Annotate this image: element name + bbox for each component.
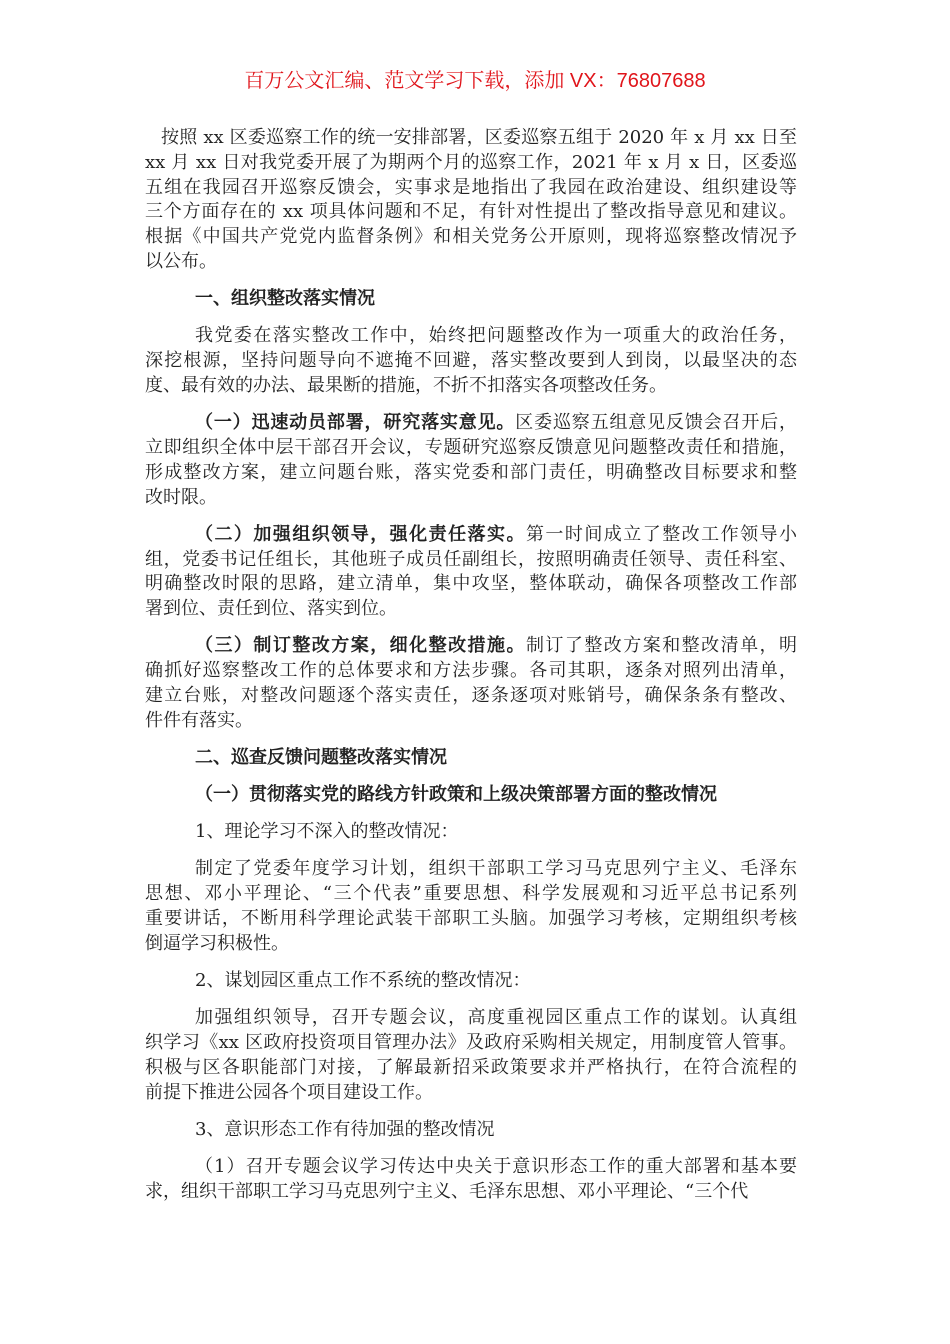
line-text: 第一时间成立了整改工作领导小 — [525, 523, 797, 545]
line-text: 2、谋划园区重点工作不系统的整改情况： — [195, 970, 531, 992]
line-text: 署到位、责任到位、落实到位。 — [145, 598, 397, 620]
line-text: 求，组织干部职工学习马克思列宁主义、毛泽东思想、邓小平理论、“三个代 — [145, 1180, 749, 1202]
line-text: 度、最有效的办法、最果断的措施，不折不扣落实各项整改任务。 — [145, 374, 667, 396]
line-text: 二、巡查反馈问题整改落实情况 — [195, 746, 447, 768]
text-line — [145, 200, 797, 225]
text-line — [145, 907, 797, 932]
text-line — [145, 746, 797, 771]
line-text: 确抓好巡察整改工作的总体要求和方法步骤。各司其职，逐条对照列出清单， — [145, 660, 797, 682]
text-line — [145, 548, 797, 573]
text-line — [145, 857, 797, 882]
line-text: 根据《中国共产党党内监督条例》和相关党务公开原则，现将巡察整改情况予 — [145, 226, 797, 248]
paragraph — [145, 411, 797, 510]
line-text: 以公布。 — [145, 250, 217, 272]
line-text: 思想、邓小平理论、“三个代表”重要思想、科学发展观和习近平总书记系列 — [145, 883, 797, 905]
text-line — [145, 1006, 797, 1031]
line-text: xx 月 xx 日对我党委开展了为期两个月的巡察工作，2021 年 x 月 x 日，区委巡 — [145, 151, 797, 173]
line-text: 明确整改时限的思路，建立清单，集中攻坚，整体联动，确保各项整改工作部 — [145, 573, 797, 595]
text-line — [145, 151, 797, 176]
line-text: 一、组织整改落实情况 — [195, 288, 375, 310]
line-text: 制订了整改方案和整改清单，明 — [525, 635, 797, 657]
text-line — [145, 882, 797, 907]
line-text: （1）召开专题会议学习传达中央关于意识形态工作的重大部署和基本要 — [195, 1155, 797, 1177]
line-text: 深挖根源，坚持问题导向不遮掩不回避，落实整改要到人到岗，以最坚决的态 — [145, 350, 797, 372]
paragraph-lead: （二）加强组织领导，强化责任落实。 — [195, 523, 526, 545]
text-line — [145, 783, 797, 808]
text-line — [145, 684, 797, 709]
text-line — [145, 1180, 797, 1205]
paragraph — [145, 1118, 797, 1143]
line-text: 形成整改方案，建立问题台账，落实党委和部门责任，明确整改目标要求和整 — [145, 461, 797, 483]
text-line — [145, 597, 797, 622]
text-line — [145, 324, 797, 349]
paragraph — [145, 523, 797, 622]
text-line — [145, 176, 797, 201]
document-body — [145, 126, 797, 1217]
line-text: 我党委在落实整改工作中，始终把问题整改作为一项重大的政治任务， — [195, 325, 797, 347]
text-line — [145, 349, 797, 374]
paragraph — [145, 1006, 797, 1105]
text-line — [145, 436, 797, 461]
paragraph — [145, 1155, 797, 1205]
paragraph-lead: （三）制订整改方案，细化整改措施。 — [195, 635, 526, 657]
line-text: 建立台账，对整改问题逐个落实责任，逐条逐项对账销号，确保条条有整改、 — [145, 684, 797, 706]
text-line — [145, 1118, 797, 1143]
text-line — [145, 523, 797, 548]
paragraph — [145, 969, 797, 994]
section-heading — [145, 287, 797, 312]
line-text: 制定了党委年度学习计划，组织干部职工学习马克思列宁主义、毛泽东 — [195, 858, 797, 880]
paragraph-lead: （一）迅速动员部署，研究落实意见。 — [195, 412, 516, 434]
text-line — [145, 250, 797, 275]
line-text: 重要讲话，不断用科学理论武装干部职工头脑。加强学习考核，定期组织考核 — [145, 908, 797, 930]
paragraph — [145, 857, 797, 956]
section-heading — [145, 783, 797, 808]
text-line — [145, 1056, 797, 1081]
text-line — [145, 1031, 797, 1056]
line-text: 积极与区各职能部门对接，了解最新招采政策要求并严格执行，在符合流程的 — [145, 1056, 797, 1078]
line-text: 加强组织领导，召开专题会议，高度重视园区重点工作的谋划。认真组 — [195, 1007, 797, 1029]
line-text: 立即组织全体中层干部召开会议，专题研究巡察反馈意见问题整改责任和措施， — [145, 436, 797, 458]
line-text: 1、理论学习不深入的整改情况： — [195, 821, 459, 843]
line-text: （一）贯彻落实党的路线方针政策和上级决策部署方面的整改情况 — [195, 784, 717, 806]
text-line — [145, 411, 797, 436]
line-text: 区委巡察五组意见反馈会召开后， — [515, 412, 797, 434]
line-text: 组，党委书记任组长，其他班子成员任副组长，按照明确责任领导、责任科室、 — [145, 548, 797, 570]
line-text: 五组在我园召开巡察反馈会，实事求是地指出了我园在政治建设、组织建设等 — [145, 176, 797, 198]
text-line — [145, 659, 797, 684]
text-line — [145, 287, 797, 312]
text-line — [145, 572, 797, 597]
line-text: 倒逼学习积极性。 — [145, 932, 289, 954]
text-line — [145, 225, 797, 250]
section-heading — [145, 746, 797, 771]
line-text: 3、意识形态工作有待加强的整改情况 — [195, 1118, 495, 1140]
paragraph — [145, 820, 797, 845]
text-line — [145, 634, 797, 659]
line-text: 三个方面存在的 xx 项具体问题和不足，有针对性提出了整改指导意见和建议。 — [145, 201, 797, 223]
text-line — [145, 126, 797, 151]
line-text: 按照 xx 区委巡察工作的统一安排部署，区委巡察五组于 2020 年 x 月 xx 日至 — [161, 127, 797, 148]
download-banner: 百万公文汇编、范文学习下载，添加 VX：76807688 — [244, 70, 706, 92]
text-line — [145, 932, 797, 957]
text-line — [145, 374, 797, 399]
text-line — [145, 1081, 797, 1106]
paragraph — [145, 634, 797, 733]
line-text: 织学习《xx 区政府投资项目管理办法》及政府采购相关规定，用制度管人管事。 — [145, 1032, 797, 1053]
text-line — [145, 461, 797, 486]
text-line — [145, 709, 797, 734]
line-text: 前提下推进公园各个项目建设工作。 — [145, 1081, 433, 1103]
text-line — [145, 486, 797, 511]
text-line — [145, 1155, 797, 1180]
line-text: 件件有落实。 — [145, 709, 253, 731]
line-text: 改时限。 — [145, 486, 217, 508]
paragraph — [145, 324, 797, 398]
text-line — [145, 969, 797, 994]
text-line — [145, 820, 797, 845]
paragraph — [145, 126, 797, 275]
